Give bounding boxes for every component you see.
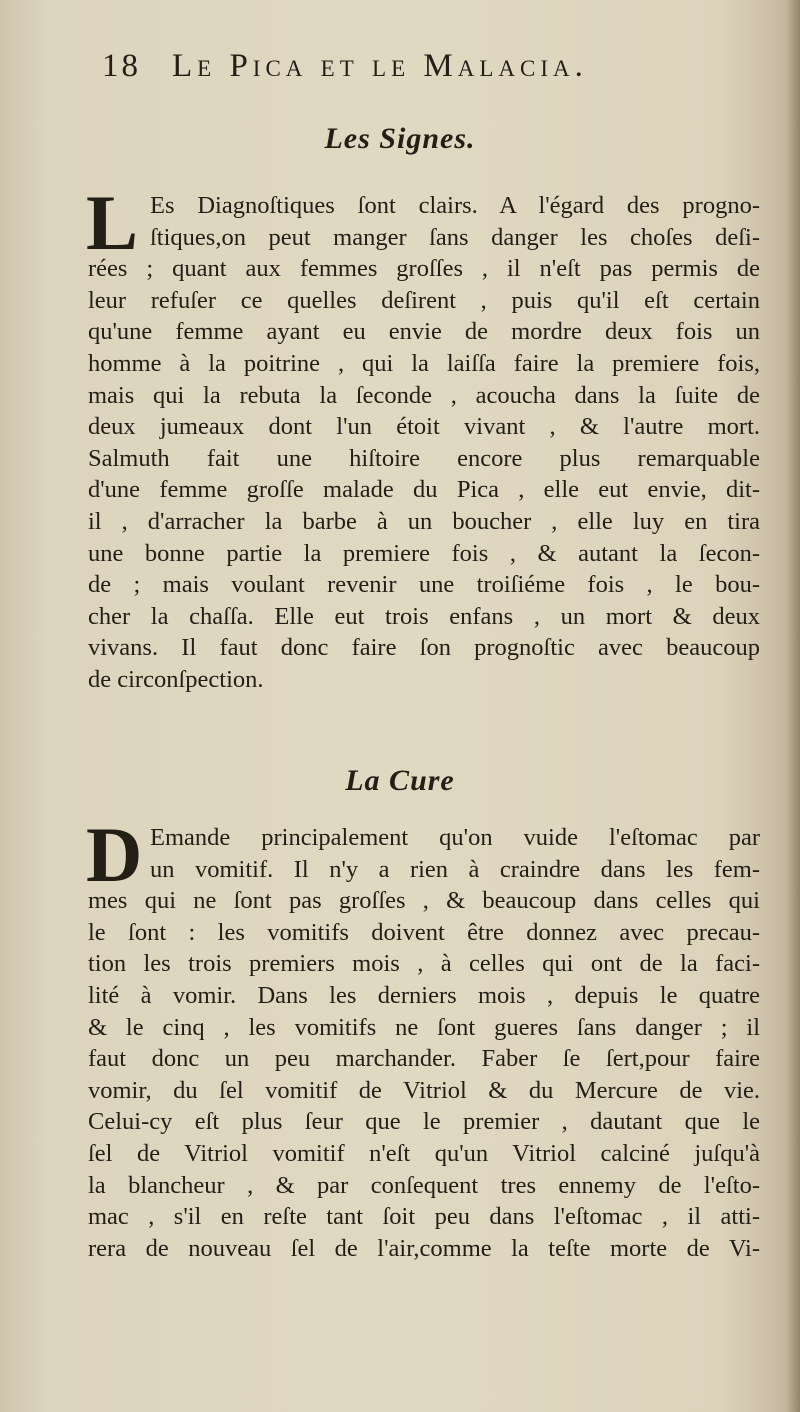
text-line: Salmuth fait une hiſtoire encore plus remarquable — [88, 444, 760, 472]
page-edge-shadow — [786, 0, 800, 1412]
text-line: mais qui la rebuta la ſeconde , acoucha dans la ſuite de — [88, 381, 760, 409]
text-line: de ; mais voulant revenir une troiſiéme fois , le bou- — [88, 571, 760, 599]
drop-cap-l: L — [86, 179, 139, 266]
section-heading-signes: Les Signes. — [324, 122, 476, 155]
text-line: qu'une femme ayant eu envie de mordre deux fois un — [88, 318, 760, 346]
section-heading-cure: La Cure — [345, 764, 455, 797]
text-line: de circonſpection. — [88, 665, 264, 693]
page-number: 18 — [102, 48, 141, 84]
text-line: vomir, du ſel vomitif de Vitriol & du Mercure de vie. — [88, 1076, 760, 1104]
text-line: Emande principalement qu'on vuide l'eſtomac par — [150, 824, 760, 851]
text-line: une bonne partie la premiere fois , & autant la ſecon- — [88, 539, 760, 567]
text-line: rées ; quant aux femmes groſſes , il n'eſt pas permis de — [88, 255, 760, 283]
text-line: cher la chaſſa. Elle eut trois enfans , un mort & deux — [88, 602, 760, 630]
text-line: mac , s'il en reſte tant ſoit peu dans l'eſtomac , il atti- — [88, 1203, 760, 1231]
paragraph-signes — [86, 179, 760, 696]
running-title: Le Pica et le Malacia. — [172, 48, 588, 84]
text-line: faut donc un peu marchander. Faber ſe ſert,pour faire — [88, 1045, 760, 1073]
text-line: le ſont : les vomitifs doivent être donnez avec precau- — [88, 918, 760, 946]
text-line: Celui-cy eſt plus ſeur que le premier , dautant que le — [88, 1108, 760, 1136]
text-line: un vomitif. Il n'y a rien à craindre dans les fem- — [150, 855, 760, 883]
text-line: homme à la poitrine , qui la laiſſa faire la premiere fois, — [88, 349, 760, 377]
text-line: d'une femme groſſe malade du Pica , elle eut envie, dit- — [88, 476, 760, 504]
text-line: leur refuſer ce quelles deſirent , puis qu'il eſt certain — [88, 286, 760, 314]
drop-cap-d: D — [86, 811, 143, 898]
text-line: mes qui ne ſont pas groſſes , & beaucoup dans celles qui — [88, 887, 760, 915]
text-line: & le cinq , les vomitifs ne ſont gueres ſans danger ; il — [88, 1013, 760, 1041]
text-line: rera de nouveau ſel de l'air,comme la teſte morte de Vi- — [88, 1234, 760, 1262]
text-line: la blancheur , & par conſequent tres ennemy de l'eſto- — [88, 1171, 760, 1199]
running-header — [102, 48, 682, 98]
text-line: Es Diagnoſtiques ſont clairs. A l'égard des progno- — [150, 192, 760, 219]
text-line: ſel de Vitriol vomitif n'eſt qu'un Vitriol calciné juſqu'à — [88, 1139, 760, 1167]
paragraph-cure — [86, 811, 760, 1264]
text-line: ſtiques,on peut manger ſans danger les choſes deſi- — [150, 223, 760, 251]
text-line: vivans. Il faut donc faire ſon prognoſtic avec beaucoup — [88, 634, 760, 662]
text-line: deux jumeaux dont l'un étoit vivant , & l'autre mort. — [88, 413, 760, 441]
text-line: lité à vomir. Dans les derniers mois , depuis le quatre — [88, 981, 760, 1009]
text-line: tion les trois premiers mois , à celles qui ont de la faci- — [88, 950, 760, 978]
text-line: il , d'arracher la barbe à un boucher , elle luy en tira — [88, 507, 760, 535]
